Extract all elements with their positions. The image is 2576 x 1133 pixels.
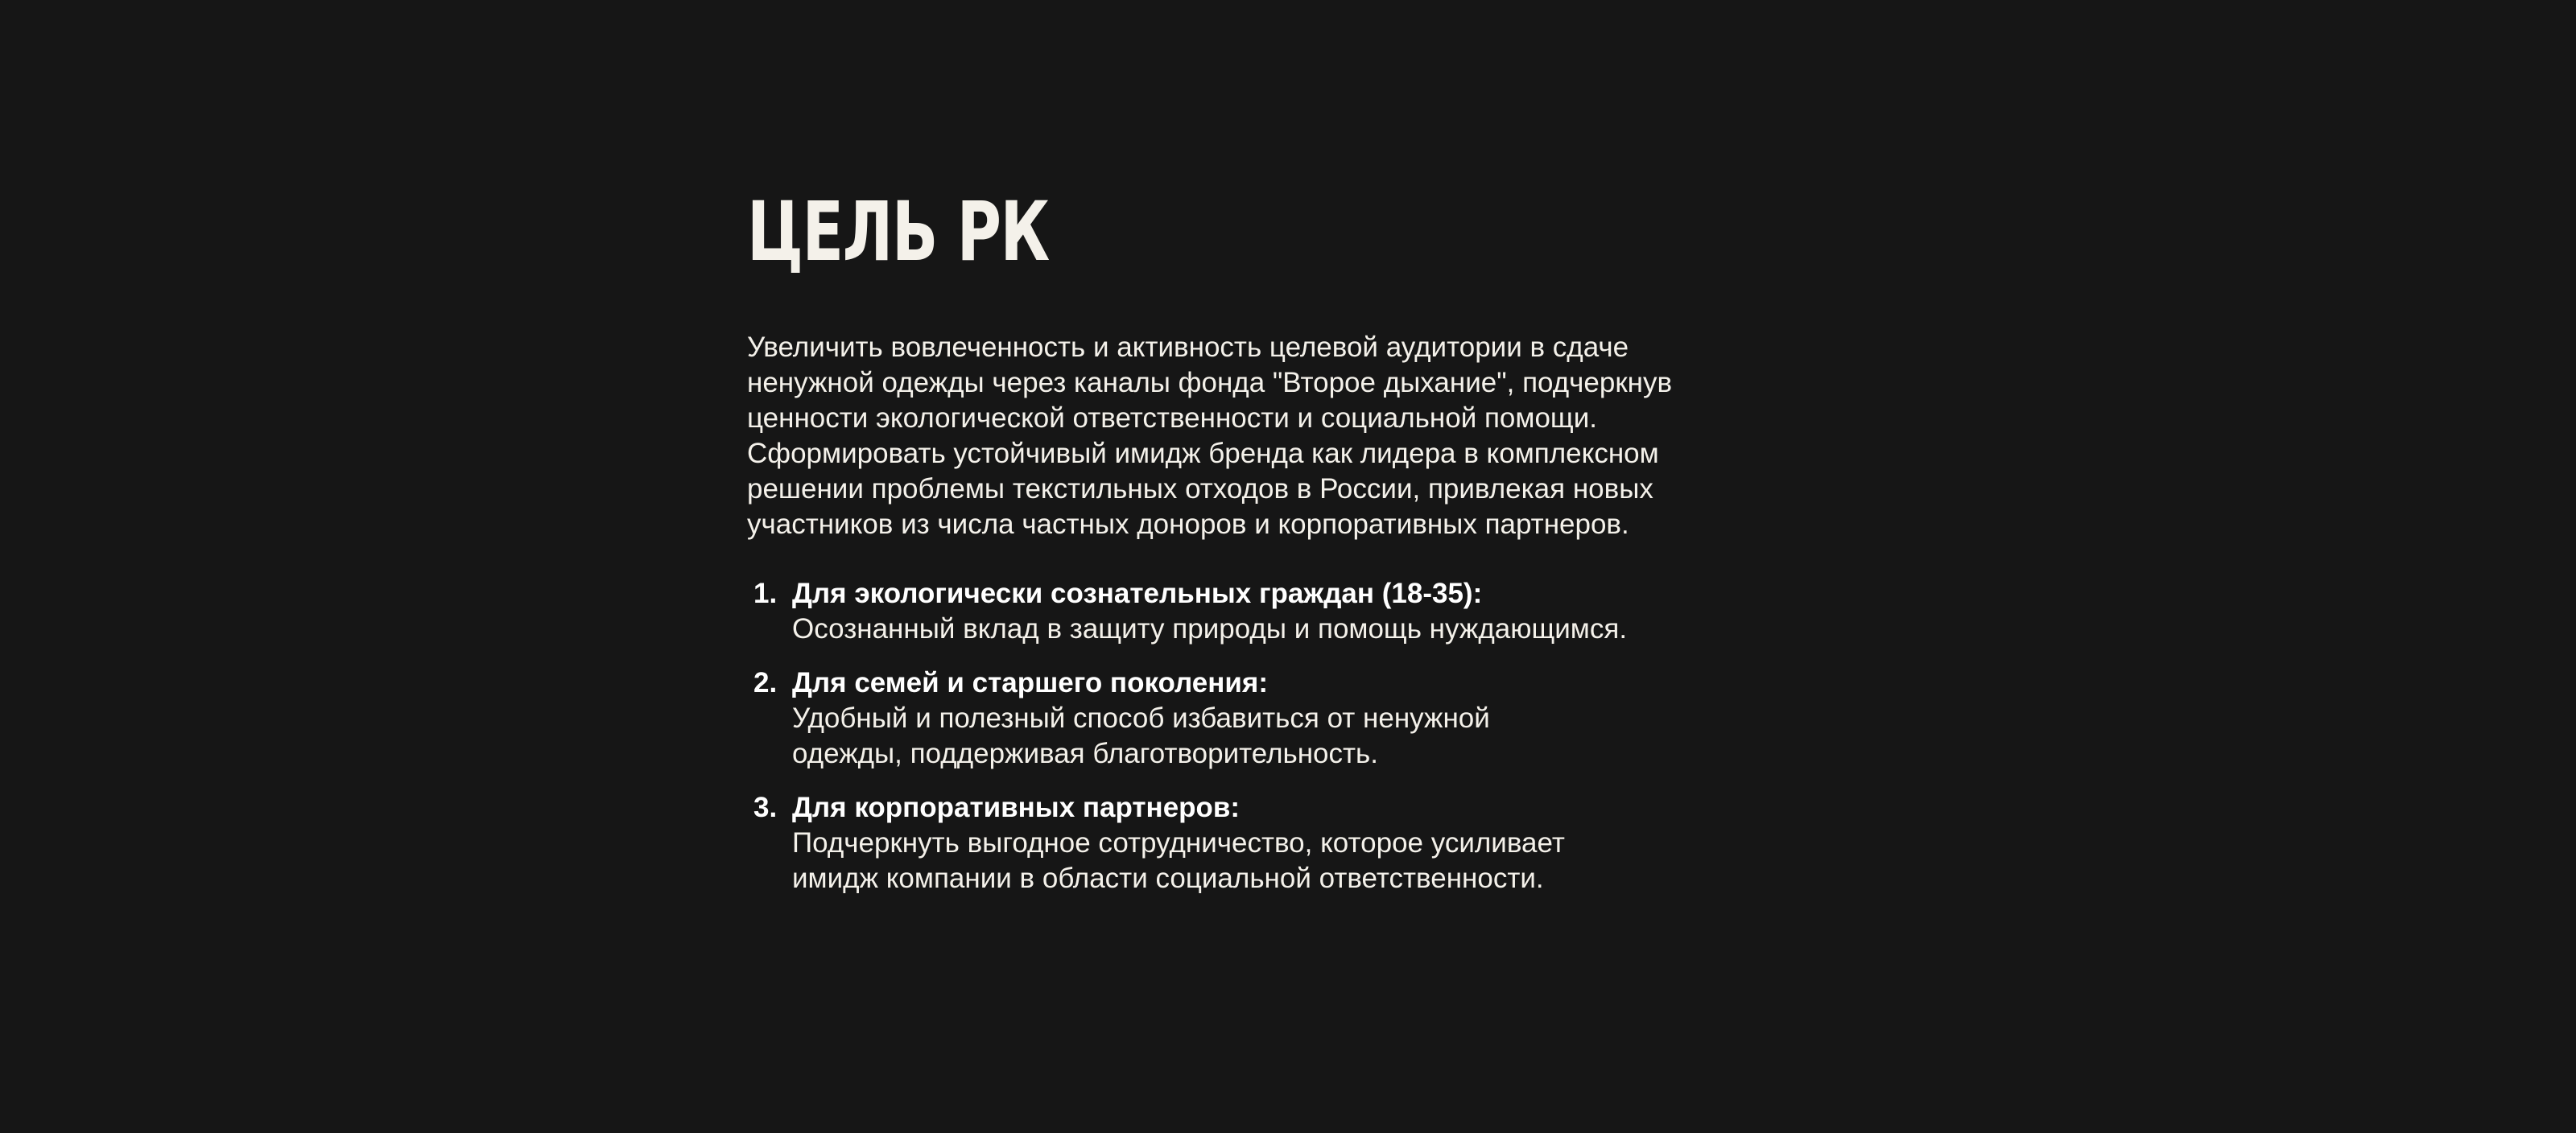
intro-line: решении проблемы текстильных отходов в России, привлекая новых: [747, 473, 1653, 505]
goal-item-eco-citizens: [747, 576, 1627, 647]
goal-number: 1.: [753, 578, 778, 609]
goal-title: Для корпоративных партнеров:: [792, 792, 1241, 823]
intro-line: ненужной одежды через каналы фонда "Второе дыхание", подчеркнув: [747, 367, 1673, 398]
goal-title: Для экологически сознательных граждан (18-35):: [792, 578, 1483, 609]
goal-item-corporate-partners: [747, 790, 1627, 896]
intro-line: Сформировать устойчивый имидж бренда как лидера в комплексном: [747, 438, 1659, 469]
goal-description-line: Удобный и полезный способ избавиться от ненужной: [792, 702, 1490, 734]
intro-line: ценности экологической ответственности и социальной помощи.: [747, 402, 1597, 434]
slide-title: ЦЕЛЬ РК: [747, 184, 1049, 280]
goal-description-line: Осознанный вклад в защиту природы и помощь нуждающимся.: [792, 613, 1628, 645]
goal-number: 2.: [753, 667, 778, 698]
intro-line: Увеличить вовлеченность и активность целевой аудитории в сдаче: [747, 332, 1629, 363]
intro-paragraph: [747, 330, 1858, 542]
goal-item-families: [747, 665, 1627, 772]
goal-number: 3.: [753, 792, 778, 823]
goals-list: [747, 576, 1627, 915]
goal-description-line: одежды, поддерживая благотворительность.: [792, 738, 1379, 769]
goal-description-line: Подчеркнуть выгодное сотрудничество, которое усиливает: [792, 827, 1565, 859]
goal-title: Для семей и старшего поколения:: [792, 667, 1268, 698]
intro-line: участников из числа частных доноров и корпоративных партнеров.: [747, 509, 1629, 540]
goal-description-line: имидж компании в области социальной ответственности.: [792, 863, 1544, 894]
slide-content: [747, 184, 1874, 894]
